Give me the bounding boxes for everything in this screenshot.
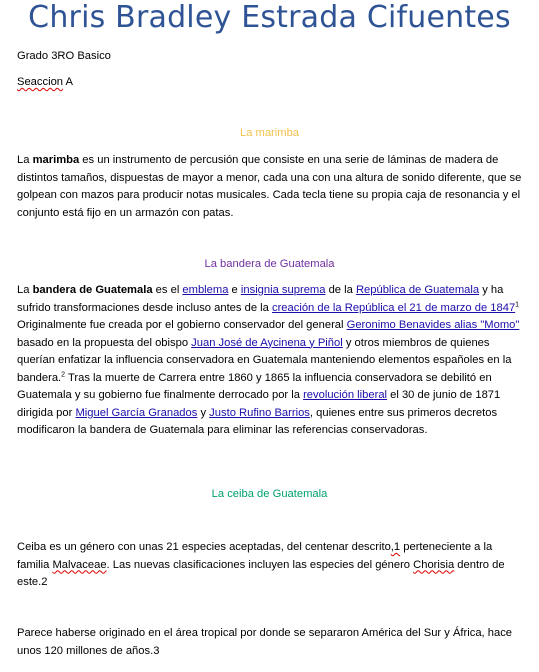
link-republica-guatemala[interactable]: República de Guatemala: [355, 284, 480, 296]
text-run: y otros miembros de quienes querían enfatizar la influencia conservadora en Guatemala manteniendo elementos españoles en la bandera.: [17, 336, 512, 384]
text-run: La: [17, 284, 33, 296]
link-emblema[interactable]: emblema: [182, 284, 229, 296]
seccion-letter: A: [65, 76, 73, 88]
link-miguel-garcia-granados[interactable]: Miguel García Granados: [75, 406, 198, 419]
seccion-word: Seaccion: [17, 76, 64, 88]
text-run: , quienes entre sus primeros decretos modificaron la bandera de Guatemala para eliminar las referencias conservadoras.: [17, 406, 498, 436]
link-creacion-republica[interactable]: creación de la República el 21 de marzo de 1847: [271, 301, 516, 314]
link-insignia-suprema[interactable]: insignia suprema: [240, 284, 326, 296]
footnote-ref[interactable]: 1: [515, 300, 520, 308]
text-run: ,1: [390, 541, 401, 553]
text-run: es el: [152, 284, 183, 296]
text-run: el 30 de junio de 1871 dirigida por: [17, 389, 501, 419]
seccion-line: [17, 74, 73, 92]
text-run: La: [17, 154, 33, 166]
footnote-ref[interactable]: 2: [61, 370, 66, 378]
bold-term: bandera de Guatemala: [32, 284, 153, 296]
text-run: y: [197, 406, 210, 419]
paragraph-ceiba-2: Parece haberse originado en el área tropical por donde se separaron América del Sur y África, hace unos 120 millones de años.3: [17, 627, 513, 657]
paragraph-marimba: [17, 152, 523, 222]
link-justo-rufino-barrios[interactable]: Justo Rufino Barrios: [209, 406, 310, 419]
text-run: Originalmente fue creada por el gobierno conservador del general: [17, 319, 347, 331]
text-run: es un instrumento de percusión que consiste en una serie de láminas de madera de distintos tamaños, dispuestas de mayor a menor, cada una con una altura de sonido diferente, que se golpean con mazos para producir notas musicales. Cada tecla tiene su propia caja de resonancia y el conjunto está fijo en un armazón con patas.: [17, 154, 522, 219]
paragraph-bandera: [17, 282, 523, 440]
text-run: de la: [325, 284, 356, 296]
link-geronimo-benavides[interactable]: Geronimo Benavides alias "Momo": [346, 319, 520, 331]
text-run: y ha sufrido transformaciones desde incluso antes de la: [17, 284, 504, 314]
text-run: Ceiba es un género con unas 21 especies aceptadas, del centenar descrito: [17, 541, 391, 553]
link-revolucion-liberal[interactable]: revolución liberal: [303, 389, 388, 401]
paragraph-ceiba-1: [17, 539, 523, 592]
text-run: e: [228, 284, 241, 296]
text-run: Chorisia: [413, 558, 455, 571]
text-run: Malvaceae: [52, 558, 107, 571]
text-run: Tras la muerte de Carrera entre 1860 y 1865 la influencia conservadora se debilitó en Guatemala y su gobierno fue finalmente derrocado por la: [17, 371, 492, 401]
heading-bandera: La bandera de Guatemala: [204, 258, 335, 270]
link-juan-jose-aycinena[interactable]: Juan José de Aycinena y Piñol: [191, 336, 343, 349]
text-run: . Las nuevas clasificaciones incluyen las especies del género: [106, 558, 414, 571]
text-run: basado en la propuesta del obispo: [17, 336, 192, 349]
document-title: Chris Bradley Estrada Cifuentes: [28, 0, 511, 35]
bold-term: marimba: [32, 154, 80, 166]
grado-line: Grado 3RO Basico: [17, 50, 111, 62]
text-run: perteneciente a la familia: [17, 541, 493, 571]
heading-marimba: La marimba: [239, 127, 300, 139]
text-run: dentro de este.2: [17, 558, 505, 588]
heading-ceiba: La ceiba de Guatemala: [211, 488, 328, 500]
